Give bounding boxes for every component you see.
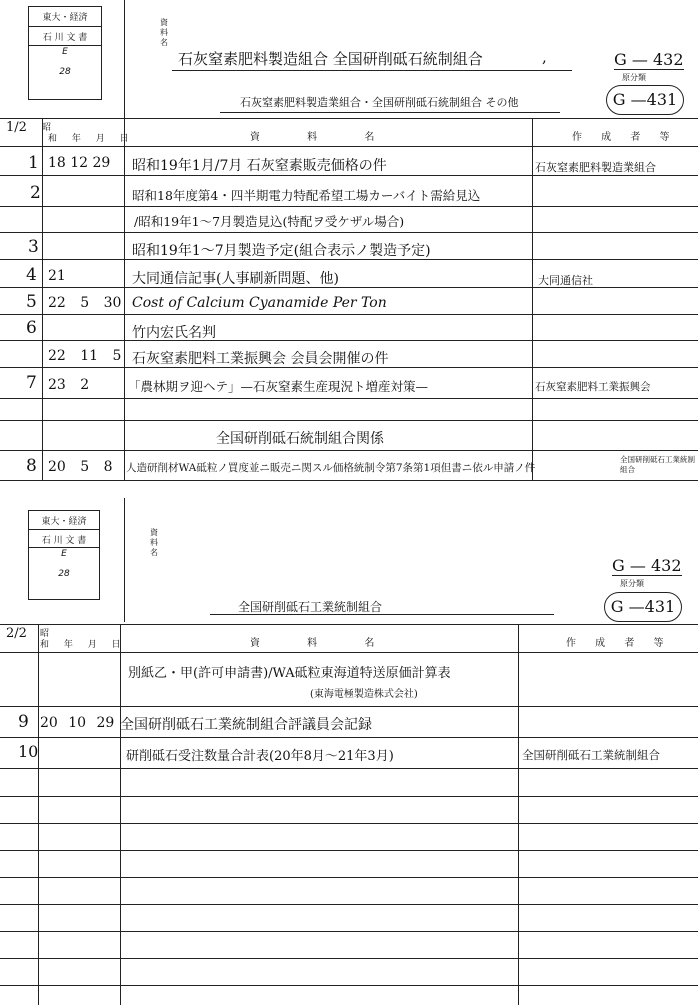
header-era: 昭 [42,123,52,133]
card-subtitle: 石灰窒素肥料製造業組合・全国研削砥石統制組合 その他 [240,96,519,109]
page-den: 2 [18,626,27,641]
page-den: 2 [18,120,27,135]
row-no: 7 [26,373,37,393]
row-date: 21 [48,268,66,284]
card-title-suffix: , [542,48,547,66]
page-number: 1/2 [6,120,27,135]
original-class-label: 原分類 [620,579,644,588]
page-num: 1 [6,120,15,135]
row-date: 23 2 [48,377,90,393]
stamp-line-2: 石 川 文 書 [41,536,87,546]
doc-name-label: 資料名 [150,528,158,557]
row-name: 竹内宏氏名判 [132,325,216,341]
row-no: 3 [28,237,39,257]
row-no: 4 [26,265,37,285]
row-date: 20 10 29 [40,715,115,731]
header-author: 作 成 者 等 [566,638,672,649]
stamp-number: 28 [59,67,71,77]
stamp-number: 28 [58,569,70,579]
row-no: 5 [26,292,37,312]
doc-name-label: 資料名 [160,18,168,47]
header-name: 資 料 名 [250,132,397,143]
page-number: 2/2 [6,626,27,641]
row-name: 研削砥石受注数量合計表(20年8月～21年3月) [126,749,394,764]
row-no: 9 [18,712,29,732]
row-author: 大同通信社 [538,274,593,287]
row-name: 「農林期ヲ迎ヘテ」—石灰窒素生産現況ト増産対策— [128,379,429,394]
row-author: 石灰窒素肥料製造業組合 [535,161,656,174]
archive-stamp [28,6,102,100]
row-name: 人造研削材WA砥粒ノ買度並ニ販売ニ関スル価格統制令第7条第1項但書ニ依ル申請ノ件 [126,462,536,474]
row-name: 別紙乙・甲(許可申請書)/WA砥粒東海道特送原価計算表 [128,666,451,681]
row-author: 全国研削砥石工業統制組合 [620,455,695,474]
row-date: 18 12 29 [48,155,111,171]
page-num: 2 [6,626,15,641]
original-class-label: 原分類 [622,73,646,82]
classification-code: G — 432 [614,50,684,69]
row-date: 22 5 30 [48,295,122,311]
row-name: 昭和19年1月/7月 石灰窒素販売価格の件 [132,158,387,174]
row-name: Cost of Calcium Cyanamide Per Ton [132,295,387,311]
original-class-code: G —431 [604,592,682,622]
row-name: 全国研削砥石統制組合関係 [216,431,384,447]
stamp-line-1: 東大・経済 [41,517,87,527]
row-name: 昭和19年1～7月製造予定(組合表示ノ製造予定) [132,243,431,259]
header-era: 昭 [40,629,50,639]
header-date: 和 年 月 日 [48,134,135,144]
row-author: 全国研削砥石工業統制組合 [522,748,660,762]
stamp-line-2: 石 川 文 書 [42,33,88,43]
row-name: 石灰窒素肥料工業振興会 会員会開催の件 [132,351,389,367]
header-date: 和 年 月 日 [40,640,127,650]
row-name: 昭和18年度第4・四半期電力特配希望工場カーバイト需給見込 [132,188,481,203]
original-class-code: G —431 [606,85,684,115]
stamp-letter: E [61,549,67,559]
row-date: 22 11 5 [48,348,122,364]
row-no: 2 [30,183,41,203]
classification-code: G — 432 [612,556,682,575]
row-no: 1 [28,153,39,173]
row-no: 8 [26,456,37,476]
card-title: 石灰窒素肥料製造組合 全国研削砥石統制組合 [178,50,483,68]
stamp-line-1: 東大・経済 [42,13,88,23]
stamp-letter: E [62,47,68,57]
row-name: (東海電極製造株式会社) [310,689,418,700]
archive-stamp [28,510,100,600]
header-author: 作 成 者 等 [572,132,678,143]
header-name: 資 料 名 [250,638,397,649]
card-title: 全国研削砥石工業統制組合 [238,600,383,614]
row-author: 石灰窒素肥料工業振興会 [535,381,651,393]
row-no: 6 [26,318,37,338]
row-no: 10 [18,742,39,761]
row-name: 大同通信記事(人事刷新問題、他) [132,271,339,287]
row-name: /昭和19年1～7月製造見込(特配ヲ受ケザル場合) [134,214,405,229]
row-name: 全国研削砥石工業統制組合評議員会記録 [120,717,372,733]
row-date: 20 5 8 [48,459,113,475]
